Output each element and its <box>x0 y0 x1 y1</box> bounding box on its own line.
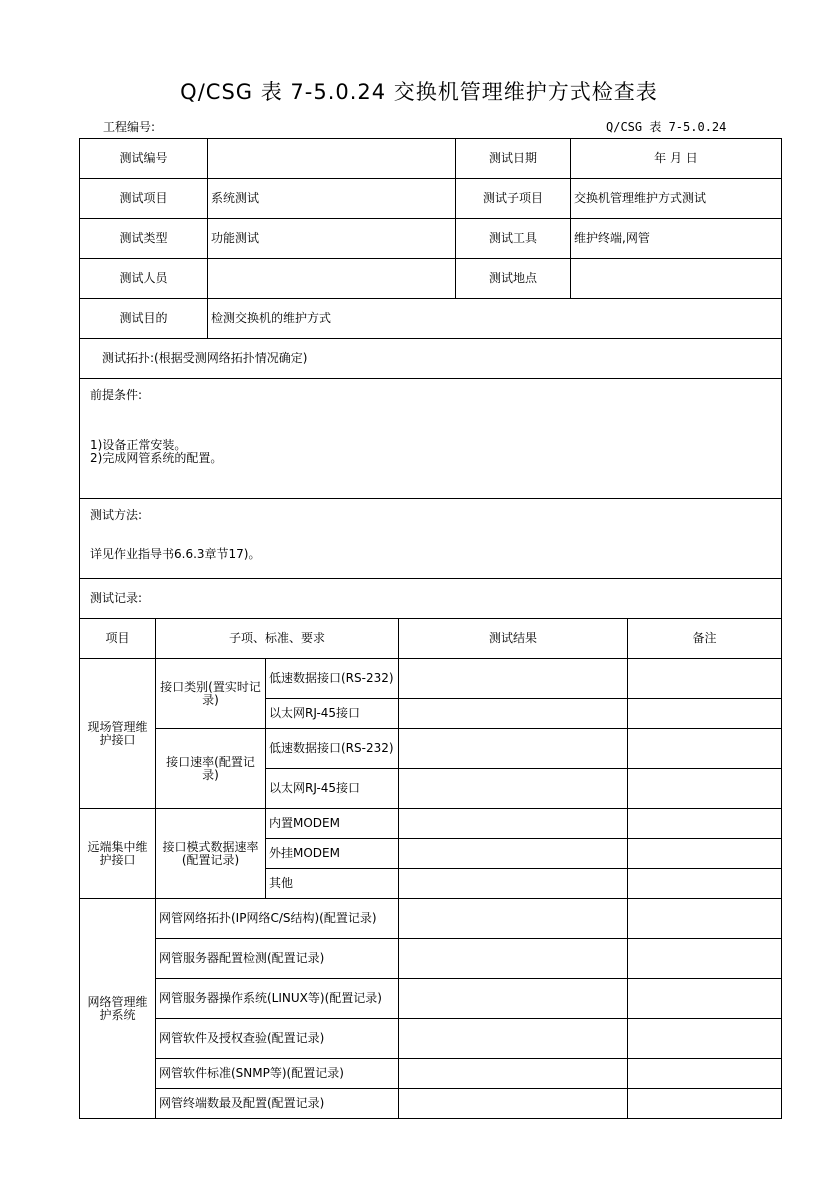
modem-internal-label: 内置MODEM <box>266 809 399 839</box>
rs232-label: 低速数据接口(RS-232) <box>266 659 399 699</box>
page-title: Q/CSG 表 7-5.0.24 交换机管理维护方式检查表 <box>180 80 658 104</box>
result-cell[interactable] <box>399 1059 628 1089</box>
nms-item-label: 网管软件及授权查验(配置记录) <box>156 1019 399 1059</box>
note-cell[interactable] <box>628 729 782 769</box>
test-no-value[interactable] <box>208 139 456 179</box>
location-value[interactable] <box>571 259 782 299</box>
precondition-item: 1)设备正常安装。 <box>90 438 187 452</box>
precondition-cell <box>80 379 782 499</box>
location-label: 测试地点 <box>456 259 571 299</box>
purpose-value[interactable]: 检测交换机的维护方式 <box>208 299 782 339</box>
precondition-label: 前提条件: <box>90 388 143 402</box>
rs232-label: 低速数据接口(RS-232) <box>266 729 399 769</box>
test-type-label: 测试类型 <box>80 219 208 259</box>
method-value: 详见作业指导书6.6.3章节17)。 <box>90 547 261 561</box>
interface-rate-label: 接口速率(配置记录) <box>156 729 266 809</box>
modem-external-label: 外挂MODEM <box>266 839 399 869</box>
result-cell[interactable] <box>399 869 628 899</box>
note-cell[interactable] <box>628 1059 782 1089</box>
form-code: Q/CSG 表 7-5.0.24 <box>606 120 727 134</box>
method-cell <box>80 499 782 579</box>
test-item-value[interactable]: 系统测试 <box>208 179 456 219</box>
note-cell[interactable] <box>628 939 782 979</box>
result-cell[interactable] <box>399 899 628 939</box>
nms-item-label: 网管服务器配置检测(配置记录) <box>156 939 399 979</box>
local-group-label: 现场管理维护接口 <box>80 659 156 809</box>
interface-mode-label: 接口模式数据速率(配置记录) <box>156 809 266 899</box>
result-cell[interactable] <box>399 699 628 729</box>
test-tool-value[interactable]: 维护终端,网管 <box>571 219 782 259</box>
test-subitem-label: 测试子项目 <box>456 179 571 219</box>
note-cell[interactable] <box>628 869 782 899</box>
header-result: 测试结果 <box>399 619 628 659</box>
note-cell[interactable] <box>628 809 782 839</box>
ethernet-label: 以太网RJ-45接口 <box>266 769 399 809</box>
topology: 测试拓扑:(根据受测网络拓扑情况确定) <box>80 339 782 379</box>
result-cell[interactable] <box>399 809 628 839</box>
note-cell[interactable] <box>628 1089 782 1119</box>
result-cell[interactable] <box>399 939 628 979</box>
result-cell[interactable] <box>399 1019 628 1059</box>
remote-group-label: 远端集中维护接口 <box>80 809 156 899</box>
header-note: 备注 <box>628 619 782 659</box>
nms-item-label: 网管网络拓扑(IP网络C/S结构)(配置记录) <box>156 899 399 939</box>
tester-label: 测试人员 <box>80 259 208 299</box>
result-cell[interactable] <box>399 839 628 869</box>
note-cell[interactable] <box>628 839 782 869</box>
note-cell[interactable] <box>628 1019 782 1059</box>
method-label: 测试方法: <box>90 508 143 522</box>
nms-item-label: 网管软件标准(SNMP等)(配置记录) <box>156 1059 399 1089</box>
result-cell[interactable] <box>399 659 628 699</box>
test-date-label: 测试日期 <box>456 139 571 179</box>
precondition-item: 2)完成网管系统的配置。 <box>90 451 223 465</box>
purpose-label: 测试目的 <box>80 299 208 339</box>
header-sub: 子项、标准、要求 <box>156 619 399 659</box>
test-subitem-value[interactable]: 交换机管理维护方式测试 <box>571 179 782 219</box>
test-no-label: 测试编号 <box>80 139 208 179</box>
result-cell[interactable] <box>399 729 628 769</box>
note-cell[interactable] <box>628 659 782 699</box>
note-cell[interactable] <box>628 699 782 729</box>
test-type-value[interactable]: 功能测试 <box>208 219 456 259</box>
result-cell[interactable] <box>399 1089 628 1119</box>
test-item-label: 测试项目 <box>80 179 208 219</box>
test-tool-label: 测试工具 <box>456 219 571 259</box>
ethernet-label: 以太网RJ-45接口 <box>266 699 399 729</box>
nms-group-label: 网络管理维护系统 <box>80 899 156 1119</box>
tester-value[interactable] <box>208 259 456 299</box>
note-cell[interactable] <box>628 899 782 939</box>
note-cell[interactable] <box>628 979 782 1019</box>
records-table <box>79 618 782 1119</box>
interface-type-label: 接口类别(置实时记录) <box>156 659 266 729</box>
record-label: 测试记录: <box>80 579 782 619</box>
nms-item-label: 网管终端数最及配置(配置记录) <box>156 1089 399 1119</box>
test-date-value[interactable]: 年 月 日 <box>571 139 782 179</box>
header-item: 项目 <box>80 619 156 659</box>
note-cell[interactable] <box>628 769 782 809</box>
info-table <box>79 138 782 619</box>
nms-item-label: 网管服务器操作系统(LINUX等)(配置记录) <box>156 979 399 1019</box>
result-cell[interactable] <box>399 769 628 809</box>
project-number-label: 工程编号: <box>103 120 156 134</box>
other-label: 其他 <box>266 869 399 899</box>
result-cell[interactable] <box>399 979 628 1019</box>
